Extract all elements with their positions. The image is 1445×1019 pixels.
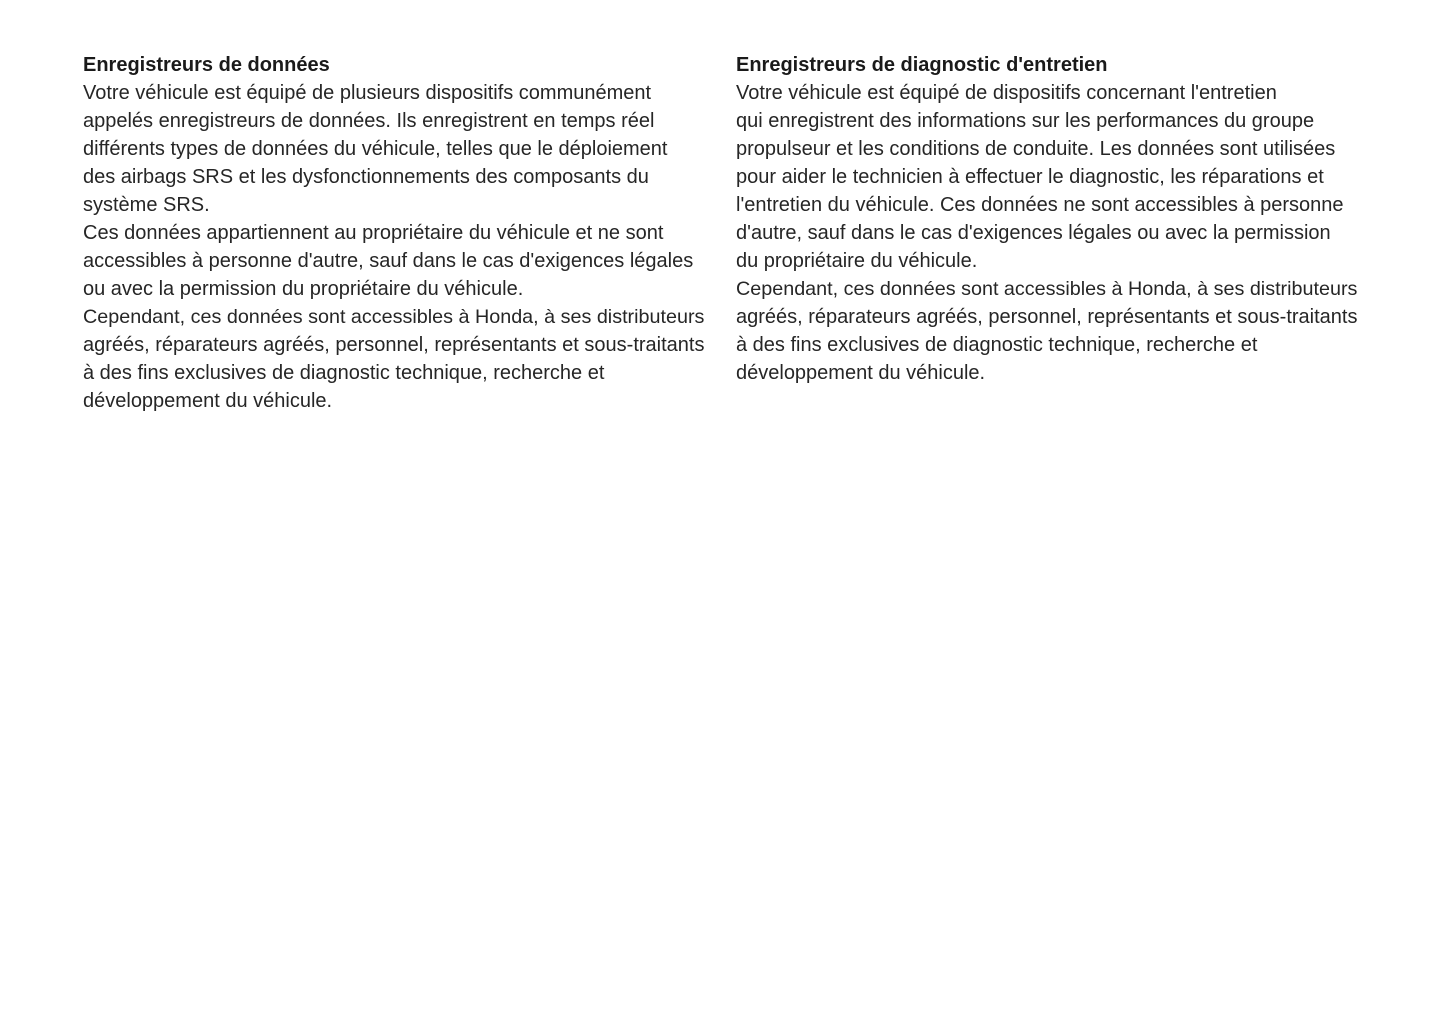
paragraph-line: ou avec la permission du propriétaire du véhicule. <box>83 278 524 300</box>
paragraph-line: développement du véhicule. <box>83 390 333 412</box>
paragraph-line: à des fins exclusives de diagnostic technique, recherche et <box>736 334 1258 356</box>
paragraph-line: l'entretien du véhicule. Ces données ne sont accessibles à personne <box>736 194 1344 216</box>
section-heading-service-diagnostic-recorders: Enregistreurs de diagnostic d'entretien <box>736 54 1108 76</box>
right-column <box>736 51 1361 387</box>
paragraph-line: développement du véhicule. <box>736 362 986 384</box>
paragraph-line: Votre véhicule est équipé de plusieurs dispositifs communément <box>83 82 652 104</box>
paragraph-line: Votre véhicule est équipé de dispositifs concernant l'entretien <box>736 82 1277 104</box>
paragraph-line: différents types de données du véhicule, telles que le déploiement <box>83 138 668 160</box>
paragraph-line: à des fins exclusives de diagnostic technique, recherche et <box>83 362 605 384</box>
left-column <box>83 51 708 415</box>
paragraph-line: des airbags SRS et les dysfonctionnements des composants du <box>83 166 649 188</box>
paragraph-line: système SRS. <box>83 194 210 216</box>
paragraph-line: agréés, réparateurs agréés, personnel, représentants et sous-traitants <box>83 334 705 356</box>
paragraph-line: agréés, réparateurs agréés, personnel, représentants et sous-traitants <box>736 306 1358 328</box>
paragraph-line: Cependant, ces données sont accessibles à Honda, à ses distributeurs <box>736 278 1358 300</box>
paragraph-line: Cependant, ces données sont accessibles à Honda, à ses distributeurs <box>83 306 705 328</box>
paragraph-line: du propriétaire du véhicule. <box>736 250 978 272</box>
paragraph-line: appelés enregistreurs de données. Ils enregistrent en temps réel <box>83 110 655 132</box>
paragraph-line: qui enregistrent des informations sur les performances du groupe <box>736 110 1315 132</box>
section-heading-data-recorders: Enregistreurs de données <box>83 54 330 76</box>
paragraph-line: accessibles à personne d'autre, sauf dans le cas d'exigences légales <box>83 250 694 272</box>
paragraph-line: propulseur et les conditions de conduite. Les données sont utilisées <box>736 138 1336 160</box>
paragraph-line: d'autre, sauf dans le cas d'exigences légales ou avec la permission <box>736 222 1331 244</box>
paragraph-line: Ces données appartiennent au propriétaire du véhicule et ne sont <box>83 222 664 244</box>
paragraph-line: pour aider le technicien à effectuer le diagnostic, les réparations et <box>736 166 1324 188</box>
